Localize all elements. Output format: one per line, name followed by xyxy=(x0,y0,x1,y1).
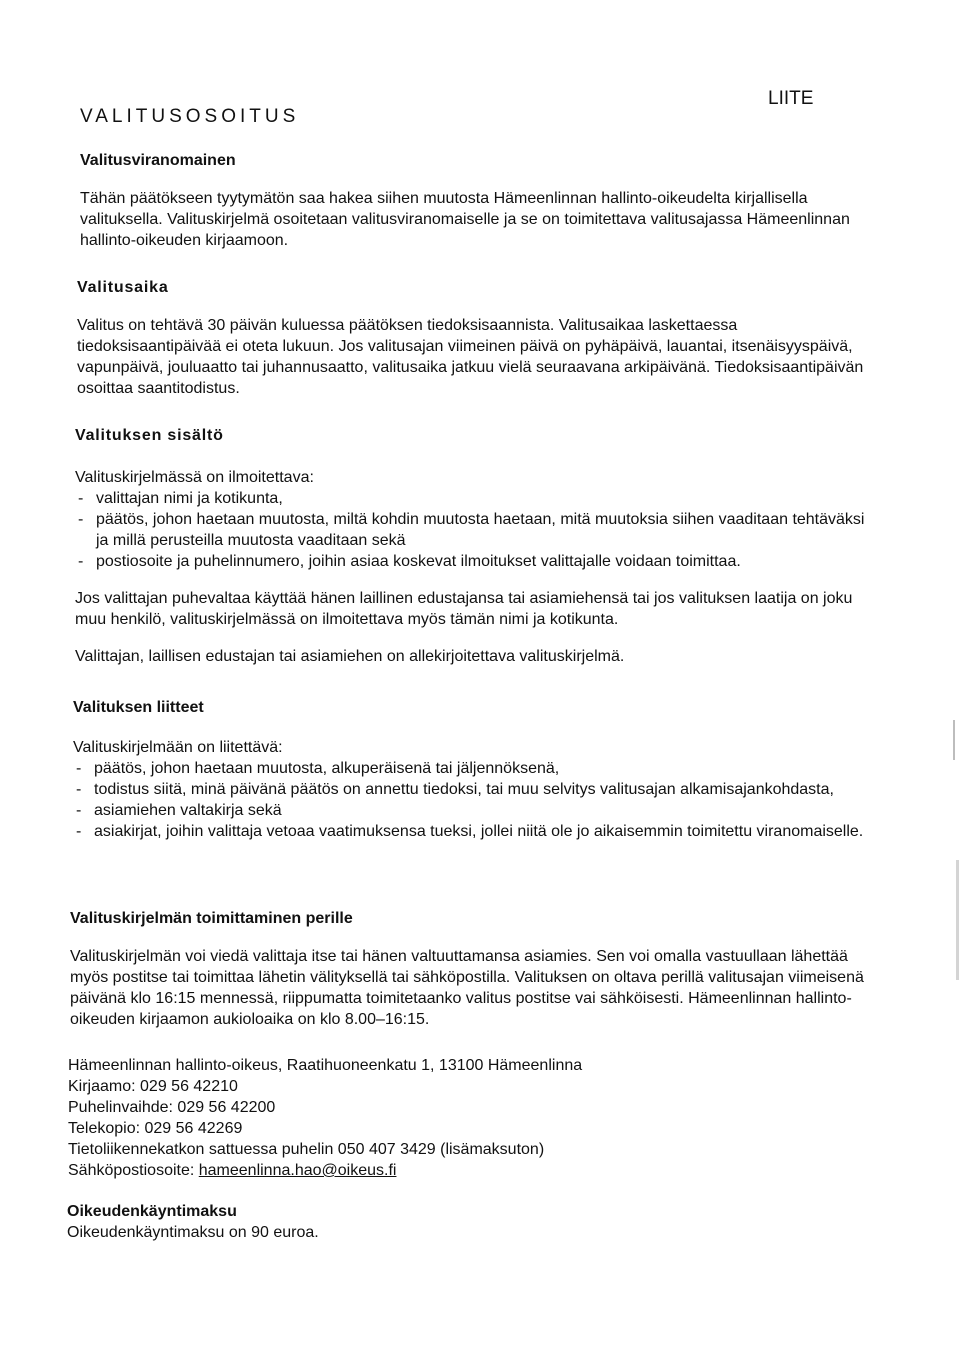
section-heading: Valituskirjelmän toimittaminen perille xyxy=(70,910,353,927)
section-toimittaminen xyxy=(70,908,870,1030)
outage-phone: Tietoliikennekatkon sattuessa puhelin 050 407 3429 (lisämaksuton) xyxy=(68,1141,545,1158)
section-valitusaika xyxy=(77,277,865,399)
list-item: - asiamiehen valtakirja sekä xyxy=(73,800,865,821)
switchboard-phone: Puhelinvaihde: 029 56 42200 xyxy=(68,1099,276,1116)
section-paragraph: Valittajan, laillisen edustajan tai asiamiehen on allekirjoitettava valituskirjelmä. xyxy=(75,648,625,665)
section-text: Valitus on tehtävä 30 päivän kuluessa päätöksen tiedoksisaannista. Valitusaikaa laskettaessa tiedoksisaantipäivää ei oteta lukuun. Jos valitusajan viimeinen päivä on pyhäpäivä, lauantai, itsenäisyyspäivä, vapunpäivä, jouluaatto tai juhannusaatto, valitusaika jatkuu vielä seuraavana arkipäivänä. Tiedoksisaantipäivän osoittaa saantitodistus. xyxy=(77,317,864,397)
section-heading: Oikeudenkäyntimaksu xyxy=(67,1203,237,1220)
section-text: Tähän päätökseen tyytymätön saa hakea siihen muutosta Hämeenlinnan hallinto-oikeudelta kirjallisella valituksella. Valituskirjelmä osoitetaan valitusviranomaiselle ja se on toimitettava valitusajassa Hämeenlinnan hallinto-oikeuden kirjaamoon. xyxy=(80,190,850,249)
section-liitteet xyxy=(73,697,865,842)
email-line xyxy=(68,1160,868,1181)
list-item: - postiosoite ja puhelinnumero, joihin asiaa koskevat ilmoitukset valittajalle voidaan toimittaa. xyxy=(75,551,865,572)
court-address: Hämeenlinnan hallinto-oikeus, Raatihuoneenkatu 1, 13100 Hämeenlinna xyxy=(68,1057,583,1074)
section-heading: Valituksen liitteet xyxy=(73,699,204,716)
liite-label: LIITE xyxy=(768,88,814,109)
scan-artifact xyxy=(953,720,955,760)
list-item: - todistus siitä, minä päivänä päätös on annettu tiedoksi, tai muu selvitys valitusajan alkamisajankohdasta, xyxy=(73,779,865,800)
section-heading: Valitusviranomainen xyxy=(80,152,236,169)
requirements-list xyxy=(75,488,865,572)
attachments-list xyxy=(73,758,865,842)
contact-block xyxy=(68,1055,868,1181)
fax-number: Telekopio: 029 56 42269 xyxy=(68,1120,243,1137)
section-text: Oikeudenkäyntimaksu on 90 euroa. xyxy=(67,1224,319,1241)
list-item: - päätös, johon haetaan muutosta, miltä kohdin muutosta haetaan, mitä muutoksia siihen vaaditaan tehtäväksi ja millä perusteilla muutosta vaaditaan sekä xyxy=(75,509,865,551)
section-text: Valituskirjelmän voi viedä valittaja itse tai hänen valtuuttamansa asiamies. Sen voi omalla vastuullaan lähettää myös postitse tai toimittaa lähetin välityksellä tai sähköpostilla. Valituksen on oltava perillä valitusajan viimeisenä päivänä klo 16:15 mennessä, riippumatta toimitetaanko valitus postitse vai sähköisesti. Hämeenlinnan hallinto-oikeuden kirjaamon aukioloaika on klo 8.00–16:15. xyxy=(70,948,864,1028)
kirjaamo-phone: Kirjaamo: 029 56 42210 xyxy=(68,1078,238,1095)
email-link[interactable]: hameenlinna.hao@oikeus.fi xyxy=(198,1162,397,1179)
list-item: - asiakirjat, joihin valittaja vetoaa vaatimuksensa tueksi, jollei niitä ole jo aikaisemmin toimitettu viranomaiselle. xyxy=(73,821,865,842)
section-sisalto xyxy=(75,425,865,667)
section-paragraph: Jos valittajan puhevaltaa käyttää hänen laillinen edustajansa tai asiamiehensä tai jos valituksen laatija on joku muu henkilö, valituskirjelmässä on ilmoitettava myös tämän nimi ja kotikunta. xyxy=(75,590,853,628)
section-intro: Valituskirjelmään on liitettävä: xyxy=(73,739,283,756)
section-intro: Valituskirjelmässä on ilmoitettava: xyxy=(75,469,314,486)
list-item: - valittajan nimi ja kotikunta, xyxy=(75,488,865,509)
section-viranomainen xyxy=(80,150,865,251)
scan-artifact xyxy=(956,860,959,980)
section-heading: Valitusaika xyxy=(77,279,169,296)
list-item: - päätös, johon haetaan muutosta, alkuperäisenä tai jäljennöksenä, xyxy=(73,758,865,779)
email-label: Sähköpostiosoite: xyxy=(68,1162,199,1179)
document-title: VALITUSOSOITUS xyxy=(80,106,300,127)
section-heading: Valituksen sisältö xyxy=(75,427,224,444)
section-maksu xyxy=(67,1201,867,1243)
